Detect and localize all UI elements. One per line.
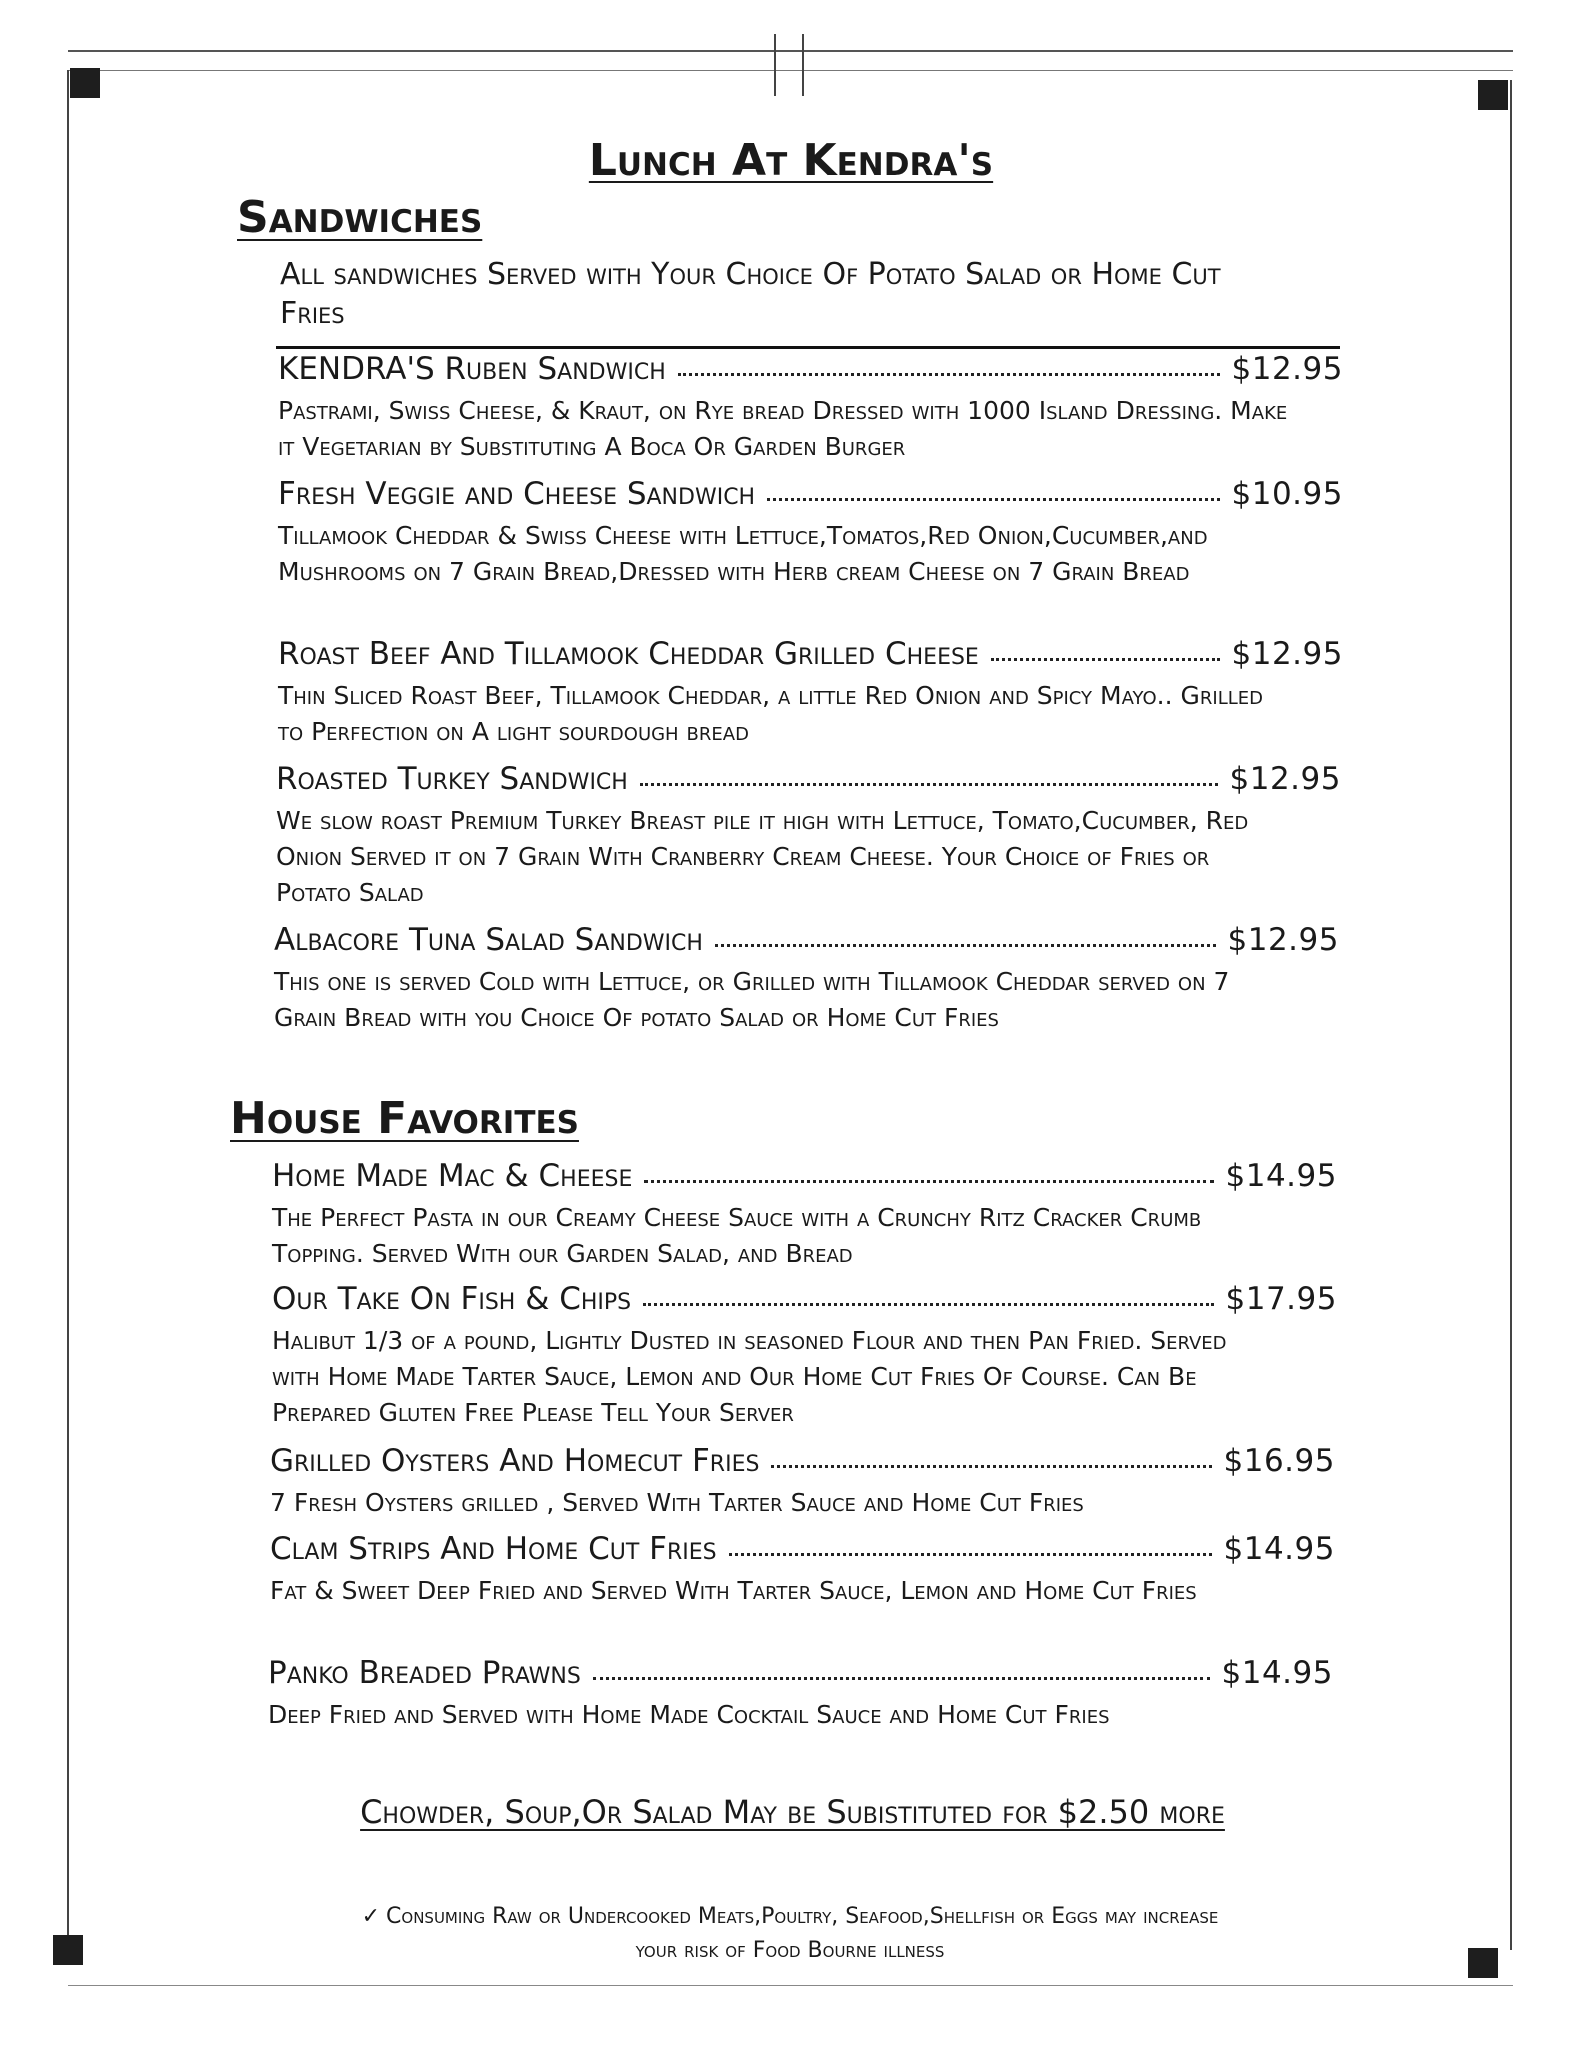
- menu-item: [278, 636, 1343, 750]
- dot-leader: [991, 658, 1220, 661]
- item-description: This one is served Cold with Lettuce, or Grilled with Tillamook Cheddar served on 7 Grain Bread with you Choice Of potato Salad or Home Cut Fries: [274, 967, 1230, 1032]
- item-name: Roasted Turkey Sandwich: [276, 761, 628, 797]
- menu-item: [268, 1655, 1333, 1733]
- item-price: $14.95: [1223, 1531, 1335, 1567]
- frame-top-inner-line: [68, 70, 1513, 71]
- item-description: Deep Fried and Served with Home Made Cocktail Sauce and Home Cut Fries: [268, 1700, 1110, 1729]
- dot-leader: [644, 1180, 1213, 1183]
- item-name: Our Take On Fish & Chips: [272, 1281, 632, 1317]
- item-description: Fat & Sweet Deep Fried and Served With Tarter Sauce, Lemon and Home Cut Fries: [270, 1576, 1197, 1605]
- frame-top-line: [68, 50, 1513, 52]
- dot-leader: [643, 1303, 1213, 1306]
- item-name: Panko Breaded Prawns: [268, 1655, 581, 1691]
- item-description: The Perfect Pasta in our Creamy Cheese Sauce with a Crunchy Ritz Cracker Crumb Topping. Served With our Garden Salad, and Bread: [272, 1203, 1202, 1268]
- menu-item: [272, 1158, 1337, 1272]
- page-title: Lunch At Kendra's: [588, 135, 994, 186]
- dot-leader: [715, 944, 1216, 947]
- center-tick-mark: [802, 34, 804, 96]
- corner-mark-bottom-right: [1468, 1948, 1498, 1978]
- corner-mark-top-right: [1478, 80, 1508, 110]
- intro-divider: [276, 346, 1340, 349]
- item-price: $12.95: [1231, 636, 1343, 672]
- dot-leader: [593, 1677, 1210, 1680]
- sandwiches-intro: All sandwiches Served with Your Choice Of Potato Salad or Home Cut Fries: [280, 257, 1221, 331]
- dot-leader: [767, 498, 1219, 501]
- menu-item: [274, 922, 1339, 1036]
- item-price: $12.95: [1229, 761, 1341, 797]
- item-price: $17.95: [1225, 1281, 1337, 1317]
- center-tick-mark: [774, 34, 776, 96]
- item-name: Home Made Mac & Cheese: [272, 1158, 633, 1194]
- corner-mark-bottom-left: [53, 1935, 83, 1965]
- section-heading-sandwiches: Sandwiches: [237, 192, 483, 243]
- disclaimer-line-2: your risk of Food Bourne illness: [635, 1938, 945, 1963]
- item-description: We slow roast Premium Turkey Breast pile it high with Lettuce, Tomato,Cucumber, Red Onion Served it on 7 Grain With Cranberry Cream Cheese. Your Choice of Fries or Potato Salad: [276, 806, 1249, 907]
- item-name: Clam Strips And Home Cut Fries: [270, 1531, 717, 1567]
- frame-left-line: [67, 70, 69, 1950]
- item-name: KENDRA'S Ruben Sandwich: [278, 351, 666, 387]
- frame-bottom-line: [68, 1985, 1513, 1986]
- menu-item: [270, 1531, 1335, 1609]
- item-description: Thin Sliced Roast Beef, Tillamook Cheddar, a little Red Onion and Spicy Mayo.. Grilled to Perfection on A light sourdough bread: [278, 681, 1263, 746]
- dot-leader: [640, 783, 1218, 786]
- item-price: $12.95: [1231, 351, 1343, 387]
- item-price: $14.95: [1221, 1655, 1333, 1691]
- item-name: Albacore Tuna Salad Sandwich: [274, 922, 703, 958]
- disclaimer-line-1: Consuming Raw or Undercooked Meats,Poultry, Seafood,Shellfish or Eggs may increase: [386, 1904, 1219, 1929]
- item-description: 7 Fresh Oysters grilled , Served With Tarter Sauce and Home Cut Fries: [270, 1488, 1084, 1517]
- item-name: Grilled Oysters And Homecut Fries: [270, 1443, 760, 1479]
- item-description: Tillamook Cheddar & Swiss Cheese with Lettuce,Tomatos,Red Onion,Cucumber,and Mushrooms on 7 Grain Bread,Dressed with Herb cream Cheese on 7 Grain Bread: [278, 521, 1208, 586]
- dot-leader: [678, 373, 1220, 376]
- frame-right-line: [1510, 80, 1512, 1950]
- corner-mark-top-left: [70, 68, 100, 98]
- food-safety-disclaimer: [200, 1900, 1380, 1968]
- item-price: $12.95: [1227, 922, 1339, 958]
- item-price: $14.95: [1225, 1158, 1337, 1194]
- dot-leader: [729, 1553, 1212, 1556]
- item-price: $10.95: [1231, 476, 1343, 512]
- menu-item: [276, 761, 1341, 911]
- item-description: Pastrami, Swiss Cheese, & Kraut, on Rye bread Dressed with 1000 Island Dressing. Make it Vegetarian by Substituting A Boca Or Garden Burger: [278, 396, 1288, 461]
- item-description: Halibut 1/3 of a pound, Lightly Dusted in seasoned Flour and then Pan Fried. Served with Home Made Tarter Sauce, Lemon and Our Home Cut Fries Of Course. Can Be Prepared Gluten Free Please Tell Your Server: [272, 1326, 1227, 1427]
- substitution-note: Chowder, Soup,Or Salad May be Subistituted for $2.50 more: [360, 1793, 1225, 1831]
- section-heading-house-favorites: House Favorites: [230, 1093, 579, 1144]
- menu-item: [270, 1443, 1335, 1521]
- item-name: Fresh Veggie and Cheese Sandwich: [278, 476, 756, 512]
- item-price: $16.95: [1223, 1443, 1335, 1479]
- dot-leader: [771, 1465, 1211, 1468]
- menu-item: [278, 351, 1343, 465]
- item-name: Roast Beef And Tillamook Cheddar Grilled Cheese: [278, 636, 979, 672]
- menu-item: [272, 1281, 1337, 1431]
- checkmark-icon: ✓: [361, 1904, 381, 1929]
- menu-item: [278, 476, 1343, 590]
